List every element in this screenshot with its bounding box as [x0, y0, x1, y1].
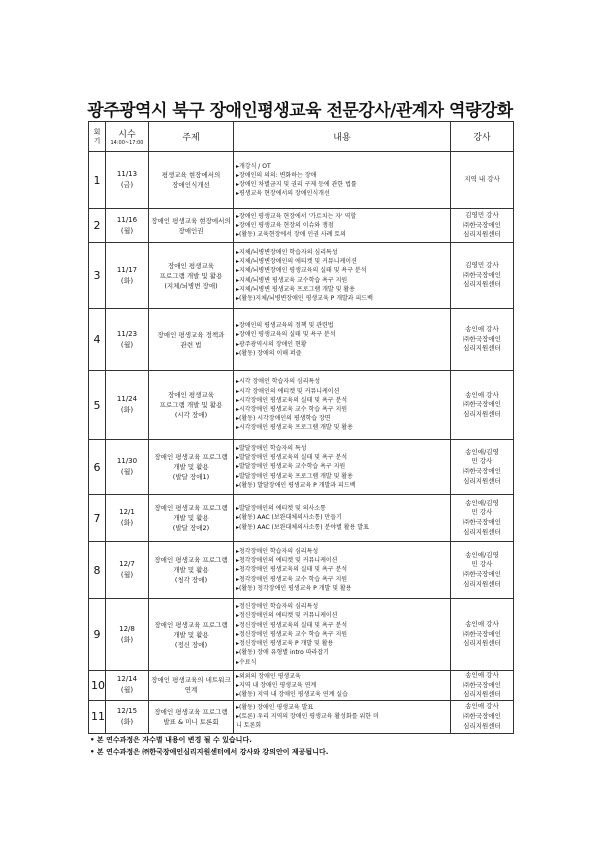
session-number: 5 — [89, 371, 106, 440]
session-instructor: 김영민 강사 ㈜한국장애인 심리지원센터 — [451, 209, 514, 243]
content-item: ▸(활동) 발달장애인 평생교육 P 개발과 피드백 — [236, 481, 356, 489]
header-time — [106, 122, 149, 152]
session-topic: 장애인 평생교육 정책과 관련 법 — [149, 309, 234, 371]
session-number: 7 — [89, 495, 106, 542]
content-item: ▸시각장애인 평생교육 프로그램 개발 및 활용 — [236, 424, 353, 432]
content-item: ▸발달장애인 학습자의 특성 — [236, 444, 307, 452]
content-item: ▸장애인 평생교육 현장의 이슈와 쟁점 — [236, 221, 334, 229]
table-row — [89, 542, 514, 599]
session-date: 11/23 (월) — [106, 309, 149, 371]
session-number: 8 — [89, 542, 106, 599]
header-topic: 주제 — [149, 122, 234, 152]
content-item: ▸지체/뇌병변장애인 평생교육의 실태 및 욕구 분석 — [236, 267, 367, 275]
session-date: 11/24 (화) — [106, 371, 149, 440]
content-item: ▸(활동) 장애인 평생교육 발표 — [236, 703, 314, 711]
content-item: ▸발달장애인의 에티켓 및 의사소통 — [236, 505, 326, 513]
session-content — [234, 243, 451, 309]
content-item: ▸정신장애인 평생교육의 실태 및 욕구 분석 — [236, 621, 348, 629]
content-item: ▸(활동)지체/뇌병변장애인 평생교육 P 개발과 피드백 — [236, 294, 373, 302]
session-number: 3 — [89, 243, 106, 309]
content-item: ▸(활동) 청각장애인 평생교육 P 개발 및 활용 — [236, 584, 352, 592]
content-item: ▸(토론) 우리 지역의 장애인 평생교육 활성화를 위한 미 — [236, 713, 379, 721]
session-content — [234, 495, 451, 542]
content-item: ▸지역 내 장애인 평생교육 연계 — [236, 681, 317, 689]
content-item: ▸장애인 차별금지 및 권리 구제 등에 관한 법률 — [236, 181, 357, 188]
session-number: 10 — [89, 671, 106, 701]
session-topic: 장애인 평생교육 프로그램 개발 및 활용 (발달 장애1) — [149, 440, 234, 495]
session-instructor: 지역 내 강사 — [451, 152, 514, 209]
content-item: ▸지체/뇌병변장애인의 에티켓 및 커뮤니케이션 — [236, 258, 357, 266]
session-date: 11/17 (화) — [106, 243, 149, 309]
session-instructor: 송인애 강사 ㈜한국장애인 심리지원센터 — [451, 309, 514, 371]
session-date: 11/16 (월) — [106, 209, 149, 243]
header-time-range: 14:00~17:00 — [110, 139, 144, 146]
session-content — [234, 700, 451, 733]
session-number: 11 — [89, 700, 106, 733]
content-item: ▸시각 장애인 학습자의 심리특성 — [236, 378, 321, 386]
session-content — [234, 371, 451, 440]
content-item: ▸정신장애인 학습자의 심리특성 — [236, 603, 319, 611]
table-row — [89, 152, 514, 209]
session-number: 1 — [89, 152, 106, 209]
header-instructor: 강사 — [451, 122, 514, 152]
table-header-row — [89, 122, 514, 152]
schedule-body — [89, 152, 514, 734]
session-content — [234, 152, 451, 209]
schedule-table — [88, 121, 514, 734]
table-row — [89, 309, 514, 371]
notes — [90, 734, 328, 758]
session-content — [234, 671, 451, 701]
content-item: ▸정신장애인 평생교육 교수 학습 욕구 지원 — [236, 630, 348, 638]
content-item: ▸외외의 장애인 평생교육 — [236, 672, 301, 680]
session-topic: 장애인 평생교육 프로그램 개발 및 활용 (발달 장애2) — [149, 495, 234, 542]
session-instructor: 김영민 강사 ㈜한국장애인 심리지원센터 — [451, 243, 514, 309]
session-instructor: 송인애/김영 민 강사 ㈜한국장애인 심리지원센터 — [451, 542, 514, 599]
session-instructor: 송인애 강사 ㈜한국장애인 심리지원센터 — [451, 599, 514, 671]
content-item: ▸시각장애인 평생교육의 실태 및 욕구 분석 — [236, 396, 348, 404]
session-date: 12/1 (화) — [106, 495, 149, 542]
session-date: 11/13 (금) — [106, 152, 149, 209]
content-item: ▸(활동) 지역 내 장애인 평생교육 연계 실습 — [236, 690, 348, 698]
session-topic: 장애인 평생교육의 네트워크 연계 — [149, 671, 234, 701]
content-item: ▸지체/뇌병변 평생교육 교수학습 욕구 지원 — [236, 276, 348, 284]
content-item: ▸청각장애인 평생교육의 실태 및 욕구 분석 — [236, 566, 348, 574]
content-item: ▸청각장애인 학습자의 심리특성 — [236, 547, 319, 555]
content-item: ▸평생교육 현장에서의 장애인식개선 — [236, 190, 330, 198]
content-item: ▸(활동) AAC (보완대체의사소통) 분야별 활용 발표 — [236, 523, 369, 531]
session-instructor: 송인애 강사 ㈜한국장애인 심리지원센터 — [451, 671, 514, 701]
session-date: 12/8 (화) — [106, 599, 149, 671]
content-item: ▸광주광역시의 장애인 현황 — [236, 340, 307, 348]
table-row — [89, 243, 514, 309]
table-row — [89, 671, 514, 701]
table-row — [89, 599, 514, 671]
page-title: 광주광역시 북구 장애인평생교육 전문강사/관계자 역량강화 — [87, 101, 513, 121]
content-item: ▸시각장애인 평생교육 교수 학습 욕구 지원 — [236, 406, 348, 413]
content-item: ▸(활동) AAC (보완대체의사소통) 만들기 — [236, 514, 342, 522]
session-topic: 평생교육 현장에서의 장애인식개선 — [149, 152, 234, 209]
session-date: 12/7 (월) — [106, 542, 149, 599]
content-item: ▸청각장애인 평생교육 교수 학습 욕구 지원 — [236, 575, 348, 583]
content-item: ▸(활동) 장애의 이해 퍼즐 — [236, 349, 302, 357]
content-item: ▸정신장애인의 에티켓 및 커뮤니케이션 — [236, 612, 338, 620]
session-number: 2 — [89, 209, 106, 243]
note-item: • 본 연수과정은 자수별 내용이 변경 될 수 있습니다. — [90, 736, 252, 744]
session-instructor: 송인애 강사 ㈜한국장애인 심리지원센터 — [451, 371, 514, 440]
content-item: ▸정신장애인 평생교육 P 개발 및 활용 — [236, 640, 334, 648]
table-row — [89, 700, 514, 733]
session-content — [234, 599, 451, 671]
note-item: • 본 연수과정은 ㈜한국장애인심리지원센터에서 강사와 강의안이 제공됩니다. — [90, 748, 329, 756]
content-item: ▸발달장애인 평생교육 프로그램 개발 및 활용 — [236, 472, 353, 480]
session-number: 6 — [89, 440, 106, 495]
session-date: 12/14 (월) — [106, 671, 149, 701]
session-content — [234, 440, 451, 495]
content-item: ▸(활동) 시각장애인의 평생학습 장면 — [236, 415, 331, 423]
table-row — [89, 495, 514, 542]
content-item: ▸장애인의 의의: 변화하는 장애 — [236, 171, 317, 179]
table-row — [89, 440, 514, 495]
header-content: 내용 — [234, 122, 451, 152]
session-topic: 장애인 평생교육 프로그램 발표 & 미니 토론회 — [149, 700, 234, 733]
header-session-no: 회기 — [89, 122, 106, 152]
table-row — [89, 371, 514, 440]
session-topic: 장애인 평생교육 프로그램 개발 및 활용 (정신 장애) — [149, 599, 234, 671]
session-content — [234, 209, 451, 243]
content-item: ▸(활동) 장애 유형별 intro 따라잡기 — [236, 649, 329, 657]
content-item: ▸장애인 평생교육 현장에서 '가르치는 자' 역할 — [236, 212, 357, 220]
content-item: ▸지체/뇌병변 평생교육 프로그램 개발 및 활용 — [236, 285, 355, 293]
session-topic: 장애인 평생교육 프로그램 개발 및 활용 (지체/뇌병변 장애) — [149, 243, 234, 309]
session-topic: 장애인 평생교육 프로그램 개발 및 활용 (청각 장애) — [149, 542, 234, 599]
content-item: 니 토론회 — [236, 722, 262, 730]
header-time-label: 시수 — [118, 129, 136, 140]
table-row — [89, 209, 514, 243]
content-item: ▸개강식 / OT — [236, 162, 271, 170]
content-item: ▸발달장애인 평생교육의 실태 및 욕구 분석 — [236, 454, 348, 462]
session-instructor: 송인애/김영 민 강사 ㈜한국장애인 심리지원센터 — [451, 495, 514, 542]
session-number: 4 — [89, 309, 106, 371]
session-number: 9 — [89, 599, 106, 671]
content-item: ▸청각장애인의 에티켓 및 커뮤니케이션 — [236, 557, 338, 565]
session-date: 12/15 (화) — [106, 700, 149, 733]
content-item: ▸장애인의 평생교육의 정책 및 관련법 — [236, 322, 334, 330]
content-item: ▸장애인 평생교육의 실태 및 욕구 분석 — [236, 331, 336, 339]
session-topic: 장애인 평생교육 프로그램 개발 및 활용 (시각 장애) — [149, 371, 234, 440]
session-instructor: 송인애/김영 민 강사 ㈜한국장애인 심리지원센터 — [451, 440, 514, 495]
content-item: ▸시각 장애인의 에티켓 및 커뮤니케이션 — [236, 387, 340, 395]
session-content — [234, 542, 451, 599]
content-item: ▸(활동) 교육현장에서 장애 인권 사례 토의 — [236, 231, 346, 239]
session-topic: 장애인 평생교육 현장에서의 장애인권 — [149, 209, 234, 243]
content-item: ▸지체/뇌병변장애인 학습자의 심리특성 — [236, 248, 338, 256]
content-item: ▸발달장애인 평생교육 교수학습 욕구 지원 — [236, 463, 346, 471]
session-content — [234, 309, 451, 371]
content-item: ▸수료식 — [236, 658, 257, 666]
session-instructor: 송인애 강사 ㈜한국장애인 심리지원센터 — [451, 700, 514, 733]
session-date: 11/30 (월) — [106, 440, 149, 495]
